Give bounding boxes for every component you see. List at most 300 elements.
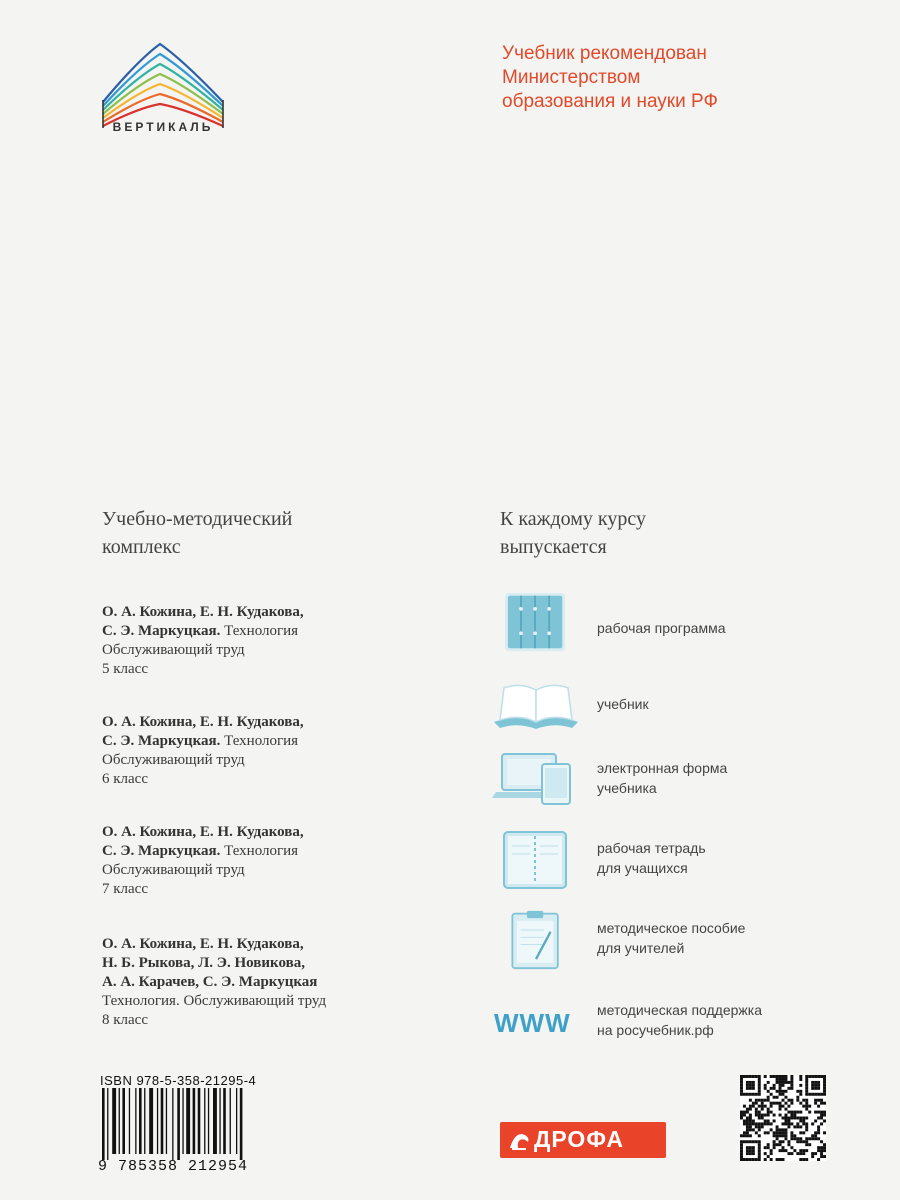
qr-module bbox=[779, 1093, 782, 1096]
qr-module bbox=[796, 1152, 799, 1155]
qr-module bbox=[793, 1125, 796, 1128]
qr-module bbox=[767, 1099, 770, 1102]
qr-module bbox=[758, 1081, 761, 1084]
qr-module bbox=[779, 1081, 782, 1084]
barcode-bar bbox=[198, 1088, 201, 1154]
qr-module bbox=[770, 1122, 773, 1125]
qr-module bbox=[767, 1131, 770, 1134]
course-item-program bbox=[490, 592, 820, 652]
qr-module bbox=[787, 1119, 790, 1122]
qr-module bbox=[764, 1099, 767, 1102]
qr-module bbox=[782, 1081, 785, 1084]
qr-module bbox=[823, 1093, 826, 1096]
book-authors: С. Э. Маркуцкая. bbox=[102, 733, 221, 749]
qr-module bbox=[743, 1131, 746, 1134]
qr-module bbox=[784, 1078, 787, 1081]
qr-module bbox=[761, 1108, 764, 1111]
qr-module bbox=[749, 1093, 752, 1096]
qr-module bbox=[758, 1125, 761, 1128]
qr-module bbox=[761, 1099, 764, 1102]
qr-module bbox=[814, 1081, 817, 1084]
qr-module bbox=[782, 1146, 785, 1149]
qr-module bbox=[740, 1140, 743, 1143]
qr-module bbox=[743, 1122, 746, 1125]
qr-module bbox=[752, 1087, 755, 1090]
qr-module bbox=[799, 1125, 802, 1128]
qr-module bbox=[746, 1087, 749, 1090]
qr-module bbox=[770, 1087, 773, 1090]
qr-module bbox=[805, 1128, 808, 1131]
qr-module bbox=[782, 1090, 785, 1093]
book-authors: О. А. Кожина, Е. Н. Кудакова, bbox=[102, 936, 304, 952]
qr-module bbox=[776, 1125, 779, 1128]
qr-module bbox=[784, 1122, 787, 1125]
qr-module bbox=[805, 1093, 808, 1096]
barcode-bar bbox=[139, 1088, 142, 1154]
qr-module bbox=[787, 1140, 790, 1143]
qr-module bbox=[787, 1143, 790, 1146]
qr-module bbox=[770, 1105, 773, 1108]
qr-module bbox=[784, 1149, 787, 1152]
qr-module bbox=[820, 1114, 823, 1117]
qr-module bbox=[752, 1146, 755, 1149]
qr-module bbox=[740, 1081, 743, 1084]
book-entry-grade-8 bbox=[102, 935, 402, 1030]
qr-module bbox=[764, 1152, 767, 1155]
course-heading: К каждому курсу выпускается bbox=[500, 508, 646, 558]
qr-module bbox=[820, 1111, 823, 1114]
book-entry-grade-5 bbox=[102, 603, 402, 679]
qr-module bbox=[799, 1131, 802, 1134]
logo-wordmark: ВЕРТИКАЛЬ bbox=[112, 120, 214, 134]
qr-module bbox=[805, 1149, 808, 1152]
book-grade: 5 класс bbox=[102, 661, 148, 677]
qr-module bbox=[773, 1084, 776, 1087]
qr-module bbox=[776, 1128, 779, 1131]
qr-module bbox=[802, 1140, 805, 1143]
publisher-mark-icon bbox=[508, 1130, 532, 1152]
qr-module bbox=[817, 1149, 820, 1152]
open-book-icon bbox=[490, 674, 582, 734]
barcode-bar bbox=[172, 1088, 173, 1160]
qr-module bbox=[817, 1084, 820, 1087]
qr-module bbox=[755, 1122, 758, 1125]
qr-module bbox=[779, 1140, 782, 1143]
qr-module bbox=[814, 1134, 817, 1137]
qr-module bbox=[758, 1128, 761, 1131]
qr-module bbox=[805, 1087, 808, 1090]
qr-module bbox=[814, 1084, 817, 1087]
qr-module bbox=[746, 1146, 749, 1149]
qr-module bbox=[779, 1128, 782, 1131]
qr-module bbox=[779, 1114, 782, 1117]
qr-module bbox=[749, 1128, 752, 1131]
barcode-bar bbox=[166, 1088, 167, 1154]
qr-module bbox=[746, 1122, 749, 1125]
qr-module bbox=[784, 1075, 787, 1078]
qr-module bbox=[746, 1131, 749, 1134]
qr-module bbox=[773, 1143, 776, 1146]
qr-module bbox=[755, 1114, 758, 1117]
qr-module bbox=[817, 1081, 820, 1084]
qr-module bbox=[761, 1114, 764, 1117]
qr-module bbox=[749, 1122, 752, 1125]
qr-module bbox=[814, 1131, 817, 1134]
qr-module bbox=[752, 1105, 755, 1108]
qr-module bbox=[764, 1158, 767, 1161]
qr-module bbox=[779, 1131, 782, 1134]
qr-module bbox=[820, 1075, 823, 1078]
course-item-teacher-guide bbox=[490, 910, 820, 970]
barcode-number: 9 785358 212954 bbox=[98, 1158, 249, 1175]
qr-module bbox=[764, 1105, 767, 1108]
qr-module bbox=[749, 1114, 752, 1117]
barcode-bar bbox=[119, 1088, 120, 1154]
qr-module bbox=[782, 1122, 785, 1125]
qr-module bbox=[790, 1137, 793, 1140]
www-icon: WWW bbox=[494, 1008, 571, 1038]
qr-module bbox=[799, 1149, 802, 1152]
qr-module bbox=[755, 1158, 758, 1161]
qr-module bbox=[802, 1117, 805, 1120]
recommendation-note bbox=[502, 42, 802, 114]
complex-heading: Учебно-методический комплекс bbox=[102, 508, 293, 558]
qr-module bbox=[758, 1143, 761, 1146]
qr-module bbox=[779, 1078, 782, 1081]
qr-module bbox=[811, 1122, 814, 1125]
qr-module bbox=[805, 1102, 808, 1105]
qr-module bbox=[796, 1117, 799, 1120]
qr-module bbox=[790, 1111, 793, 1114]
book-authors: С. Э. Маркуцкая. bbox=[102, 623, 221, 639]
qr-module bbox=[817, 1131, 820, 1134]
qr-module bbox=[805, 1143, 808, 1146]
qr-module bbox=[782, 1105, 785, 1108]
barcode-bar bbox=[236, 1088, 237, 1154]
qr-module bbox=[746, 1117, 749, 1120]
qr-module bbox=[787, 1081, 790, 1084]
qr-module bbox=[784, 1134, 787, 1137]
course-item-online-support bbox=[490, 992, 820, 1052]
qr-module bbox=[749, 1158, 752, 1161]
qr-module bbox=[752, 1081, 755, 1084]
book-title: Обслуживающий труд bbox=[102, 862, 245, 878]
qr-module bbox=[787, 1105, 790, 1108]
qr-module bbox=[814, 1075, 817, 1078]
qr-module bbox=[805, 1122, 808, 1125]
qr-module bbox=[796, 1111, 799, 1114]
barcode-bar bbox=[129, 1088, 130, 1154]
qr-module bbox=[770, 1075, 773, 1078]
qr-module bbox=[784, 1128, 787, 1131]
qr-module bbox=[749, 1149, 752, 1152]
qr-module bbox=[820, 1140, 823, 1143]
qr-module bbox=[790, 1146, 793, 1149]
qr-module bbox=[823, 1143, 826, 1146]
qr-module bbox=[790, 1075, 793, 1078]
qr-module bbox=[776, 1102, 779, 1105]
qr-module bbox=[755, 1099, 758, 1102]
book-subject: Технология bbox=[224, 623, 299, 639]
qr-module bbox=[805, 1140, 808, 1143]
qr-module bbox=[782, 1093, 785, 1096]
qr-module bbox=[820, 1122, 823, 1125]
qr-module bbox=[752, 1075, 755, 1078]
qr-module bbox=[761, 1102, 764, 1105]
qr-module bbox=[779, 1143, 782, 1146]
qr-module bbox=[755, 1102, 758, 1105]
qr-module bbox=[782, 1128, 785, 1131]
barcode-bar bbox=[149, 1088, 153, 1154]
qr-module bbox=[817, 1117, 820, 1120]
qr-module bbox=[823, 1131, 826, 1134]
qr-module bbox=[805, 1081, 808, 1084]
qr-module bbox=[746, 1152, 749, 1155]
notebook-icon bbox=[490, 830, 582, 890]
qr-module bbox=[752, 1102, 755, 1105]
qr-module bbox=[749, 1084, 752, 1087]
qr-module bbox=[811, 1152, 814, 1155]
qr-module bbox=[814, 1087, 817, 1090]
qr-module bbox=[817, 1137, 820, 1140]
qr-module bbox=[799, 1137, 802, 1140]
qr-module bbox=[743, 1119, 746, 1122]
barcode-bar bbox=[223, 1088, 226, 1154]
course-item-label: методическое пособие для учителей bbox=[597, 920, 746, 956]
qr-module bbox=[767, 1119, 770, 1122]
qr-module bbox=[782, 1140, 785, 1143]
qr-module bbox=[814, 1093, 817, 1096]
qr-module bbox=[823, 1146, 826, 1149]
qr-module bbox=[758, 1093, 761, 1096]
qr-module bbox=[773, 1131, 776, 1134]
qr-module bbox=[764, 1075, 767, 1078]
qr-module bbox=[779, 1158, 782, 1161]
qr-module bbox=[740, 1146, 743, 1149]
qr-module bbox=[743, 1105, 746, 1108]
qr-module bbox=[755, 1108, 758, 1111]
course-item-e-textbook bbox=[490, 750, 820, 810]
qr-module bbox=[776, 1134, 779, 1137]
qr-module bbox=[740, 1117, 743, 1120]
qr-module bbox=[740, 1149, 743, 1152]
qr-module bbox=[823, 1119, 826, 1122]
qr-module bbox=[787, 1152, 790, 1155]
qr-module bbox=[808, 1075, 811, 1078]
qr-module bbox=[770, 1093, 773, 1096]
qr-module bbox=[799, 1093, 802, 1096]
qr-module bbox=[823, 1102, 826, 1105]
qr-module bbox=[784, 1137, 787, 1140]
qr-module bbox=[752, 1093, 755, 1096]
qr-module bbox=[805, 1084, 808, 1087]
qr-module bbox=[752, 1149, 755, 1152]
qr-module bbox=[779, 1102, 782, 1105]
qr-module bbox=[802, 1099, 805, 1102]
qr-module bbox=[743, 1134, 746, 1137]
qr-module bbox=[770, 1152, 773, 1155]
qr-module bbox=[749, 1075, 752, 1078]
qr-module bbox=[746, 1140, 749, 1143]
qr-module bbox=[817, 1128, 820, 1131]
qr-module bbox=[779, 1075, 782, 1078]
qr-module bbox=[817, 1105, 820, 1108]
qr-module bbox=[796, 1125, 799, 1128]
qr-module bbox=[764, 1131, 767, 1134]
course-item-workbook bbox=[490, 830, 820, 890]
barcode-bar bbox=[122, 1088, 125, 1154]
qr-module bbox=[758, 1105, 761, 1108]
publisher-name: ДРОФА bbox=[534, 1126, 624, 1152]
qr-module bbox=[793, 1117, 796, 1120]
qr-module bbox=[761, 1122, 764, 1125]
qr-module bbox=[782, 1084, 785, 1087]
qr-module bbox=[799, 1075, 802, 1078]
isbn-label: ISBN 978-5-358-21295-4 bbox=[100, 1073, 257, 1088]
qr-module bbox=[784, 1102, 787, 1105]
qr-module bbox=[758, 1075, 761, 1078]
qr-module bbox=[752, 1119, 755, 1122]
qr-module bbox=[790, 1122, 793, 1125]
qr-module bbox=[767, 1155, 770, 1158]
book-authors: Н. Б. Рыкова, Л. Э. Новикова, bbox=[102, 955, 305, 971]
qr-module bbox=[743, 1158, 746, 1161]
qr-module bbox=[758, 1087, 761, 1090]
qr-module bbox=[746, 1128, 749, 1131]
barcode-bar bbox=[193, 1088, 196, 1154]
qr-module bbox=[758, 1134, 761, 1137]
qr-module bbox=[758, 1146, 761, 1149]
qr-module bbox=[814, 1137, 817, 1140]
qr-module bbox=[790, 1081, 793, 1084]
qr-module bbox=[787, 1125, 790, 1128]
book-authors: А. А. Карачев, С. Э. Маркуцкая bbox=[102, 974, 318, 990]
qr-module bbox=[814, 1152, 817, 1155]
qr-module bbox=[770, 1128, 773, 1131]
qr-module bbox=[776, 1078, 779, 1081]
qr-module bbox=[764, 1087, 767, 1090]
qr-module bbox=[811, 1137, 814, 1140]
qr-module bbox=[820, 1099, 823, 1102]
qr-module bbox=[802, 1122, 805, 1125]
qr-module bbox=[752, 1128, 755, 1131]
qr-module bbox=[740, 1158, 743, 1161]
qr-module bbox=[805, 1117, 808, 1120]
qr-module bbox=[784, 1081, 787, 1084]
qr-module bbox=[823, 1155, 826, 1158]
qr-module bbox=[767, 1081, 770, 1084]
qr-module bbox=[749, 1105, 752, 1108]
publisher-logo bbox=[500, 1122, 666, 1158]
qr-module bbox=[782, 1149, 785, 1152]
qr-module bbox=[758, 1158, 761, 1161]
qr-module bbox=[811, 1087, 814, 1090]
barcode-bar bbox=[182, 1088, 183, 1154]
qr-module bbox=[776, 1137, 779, 1140]
qr-module bbox=[793, 1134, 796, 1137]
qr-module bbox=[790, 1087, 793, 1090]
qr-module bbox=[758, 1090, 761, 1093]
book-subject: Технология bbox=[224, 733, 299, 749]
qr-module bbox=[746, 1081, 749, 1084]
qr-module bbox=[740, 1090, 743, 1093]
recommendation-line: образования и науки РФ bbox=[502, 91, 718, 112]
qr-module bbox=[808, 1137, 811, 1140]
qr-module bbox=[823, 1081, 826, 1084]
qr-module bbox=[799, 1158, 802, 1161]
barcode bbox=[100, 1088, 280, 1160]
qr-module bbox=[758, 1152, 761, 1155]
qr-module bbox=[755, 1093, 758, 1096]
qr-module bbox=[808, 1093, 811, 1096]
qr-module bbox=[746, 1149, 749, 1152]
qr-module bbox=[743, 1114, 746, 1117]
qr-module bbox=[820, 1102, 823, 1105]
qr-module bbox=[740, 1078, 743, 1081]
book-grade: 8 класс bbox=[102, 1012, 148, 1028]
barcode-bar bbox=[157, 1088, 158, 1154]
qr-module bbox=[743, 1140, 746, 1143]
qr-module bbox=[782, 1075, 785, 1078]
qr-module bbox=[817, 1158, 820, 1161]
qr-module bbox=[790, 1099, 793, 1102]
qr-module bbox=[758, 1149, 761, 1152]
course-item-label: методическая поддержка на росучебник.рф bbox=[597, 1002, 762, 1038]
qr-module bbox=[805, 1099, 808, 1102]
qr-module bbox=[799, 1140, 802, 1143]
qr-module bbox=[814, 1111, 817, 1114]
qr-module bbox=[740, 1087, 743, 1090]
qr-module bbox=[808, 1105, 811, 1108]
book-grade: 6 класс bbox=[102, 771, 148, 787]
qr-module bbox=[740, 1084, 743, 1087]
qr-module bbox=[799, 1117, 802, 1120]
barcode-bar bbox=[144, 1088, 145, 1154]
qr-module bbox=[790, 1131, 793, 1134]
qr-module bbox=[749, 1152, 752, 1155]
qr-module bbox=[817, 1146, 820, 1149]
qr-module bbox=[817, 1125, 820, 1128]
qr-module bbox=[764, 1119, 767, 1122]
qr-module bbox=[776, 1090, 779, 1093]
qr-module bbox=[752, 1084, 755, 1087]
qr-module bbox=[805, 1078, 808, 1081]
qr-module bbox=[767, 1111, 770, 1114]
qr-module bbox=[743, 1093, 746, 1096]
qr-module bbox=[799, 1102, 802, 1105]
qr-module bbox=[802, 1149, 805, 1152]
qr-module bbox=[799, 1084, 802, 1087]
qr-module bbox=[758, 1155, 761, 1158]
qr-module bbox=[740, 1093, 743, 1096]
qr-module bbox=[749, 1140, 752, 1143]
qr-module bbox=[746, 1093, 749, 1096]
qr-module bbox=[814, 1102, 817, 1105]
qr-module bbox=[740, 1111, 743, 1114]
qr-module bbox=[790, 1134, 793, 1137]
qr-module bbox=[779, 1149, 782, 1152]
qr-module bbox=[784, 1119, 787, 1122]
qr-module bbox=[782, 1099, 785, 1102]
qr-module bbox=[776, 1158, 779, 1161]
qr-module bbox=[740, 1155, 743, 1158]
qr-module bbox=[799, 1152, 802, 1155]
qr-module bbox=[773, 1134, 776, 1137]
qr-module bbox=[805, 1158, 808, 1161]
qr-module bbox=[811, 1075, 814, 1078]
course-item-label: учебник bbox=[597, 696, 649, 712]
qr-module bbox=[779, 1105, 782, 1108]
